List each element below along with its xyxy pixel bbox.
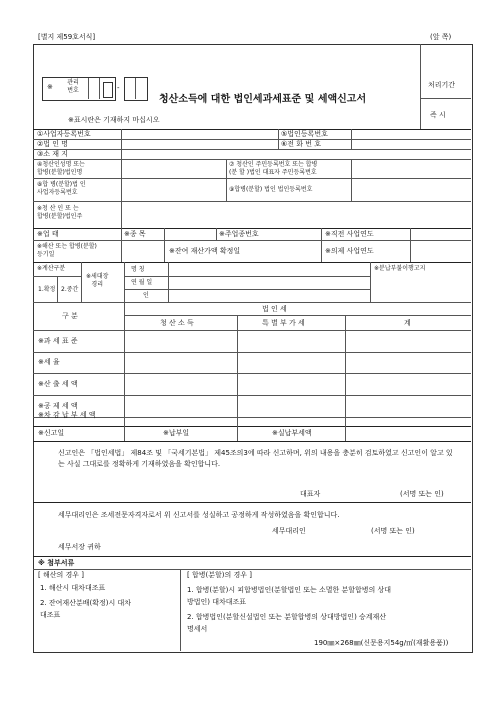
- main-business-code-label: ※주업종번호: [219, 230, 259, 238]
- fiscal-year-label: ※의제 사업연도: [325, 247, 374, 255]
- proxy-name-label: 명 칭: [131, 266, 145, 273]
- declaration-text: 신고인은 「법인세법」 제84조 및 「국세기본법」 제45조의3에 따라 신고하며, 위의 내용을 충분히 검토하였고 신고인이 알고 있는 사실 그대로를 정확하게 기재하였음을 확인합니다.: [58, 449, 453, 468]
- prior-business-year-label: ※직전 사업연도: [325, 230, 374, 238]
- attachment-dissolution-2: 2. 잔여재산분배(확정)시 대차 대조표: [40, 599, 131, 619]
- business-type-label: ※업 태: [37, 230, 59, 238]
- representative-label: 대표자: [300, 490, 321, 498]
- business-item-label: ※종 목: [124, 230, 146, 238]
- proxy-label: ※세대장 경리: [86, 273, 109, 288]
- liquidator-address-label: ※청 산 인 또 는 합병(분할)법인주: [37, 205, 83, 220]
- col-liquidation-income: 청 산 소 득: [160, 319, 194, 327]
- admin-number-box-2: [124, 77, 148, 101]
- attachments-merger-header: [ 합병(분할)의 경우 ]: [187, 571, 252, 579]
- filing-date-label: ※신고일: [38, 429, 65, 437]
- row-deducted-tax: ※공 제 세 액: [38, 402, 78, 410]
- recipient-label: 세무서장 귀하: [58, 543, 101, 551]
- tax-agent-label: 세무대리인: [272, 527, 306, 535]
- attachments-title: ※ 첨부서류: [38, 559, 75, 567]
- actual-payment-label: ※실납부세액: [272, 429, 312, 437]
- row-tax-rate: ※세 율: [38, 358, 60, 366]
- calc-type-final: 1.확정: [38, 286, 56, 293]
- payment-date-label: ※납부일: [163, 429, 190, 437]
- attachments-dissolution-header: [ 해산의 경우 ]: [38, 571, 84, 579]
- phone-label: ⑥전 화 번 호: [281, 140, 321, 148]
- col-corp-tax: 법 인 세: [262, 305, 287, 313]
- instruction: ※표시란은 기재하지 마십시오: [68, 116, 160, 124]
- processing-period-label: 처리기간: [428, 81, 456, 89]
- calc-type-interim: 2.중간: [61, 286, 79, 293]
- merger-business-reg-label: ⑧합 병(분할)법 인 사업자등록번호: [37, 181, 86, 196]
- merger-corp-reg-label: ⑨합병(분할) 법인 법인등록번호: [229, 186, 313, 193]
- liquidator-name-label: ④청산인성명 또는 합병(분할)법인명: [37, 161, 85, 176]
- paper-spec: 190㎜×268㎜(신문용지54g/㎡(재활용품)): [314, 639, 449, 647]
- col-category: 구 분: [62, 312, 78, 320]
- col-total: 계: [404, 319, 411, 327]
- tax-agent-seal: (서명 또는 인): [371, 527, 415, 535]
- business-reg-no-label: ①사업자등록번호: [37, 130, 91, 138]
- row-calculated-tax: ※산 출 세 액: [38, 380, 78, 388]
- page-label: (앞 쪽): [430, 33, 452, 41]
- liquidator-id-label: ⑦ 청산인 주민등록번호 또는 합병 (분 할 )법인 대표자 주민등록번호: [229, 161, 318, 176]
- row-tax-base: ※과 세 표 준: [38, 337, 78, 345]
- corp-reg-no-label: ⑤법인등록번호: [281, 130, 328, 138]
- col-special-surtax: 특 별 부 가 세: [262, 319, 305, 327]
- tax-agent-text: 세무대리인은 조세전문자격자로서 위 신고서를 성실하고 공정하게 작성하였음을 확인합니다.: [58, 511, 340, 519]
- attachment-dissolution-1: 1. 해산시 대차대조표: [40, 584, 106, 592]
- installment-label: ※분납부불이행고지: [374, 265, 426, 272]
- proxy-seal-label: 인: [143, 292, 149, 299]
- form-title: 청산소득에 대한 법인세과세표준 및 세액신고서: [159, 94, 367, 105]
- attachment-merger-1: 1. 합병(분할)시 피합병법인(분할법인 또는 소멸한 분할합병의 상대 방법인) 대차대조표: [187, 586, 392, 606]
- form-number: [별지 제59호서식]: [38, 33, 96, 41]
- dissolution-date-label: ※해산 또는 합병(분할) 등기일: [37, 243, 97, 258]
- corp-name-label: ②법 인 명: [37, 140, 69, 148]
- attachment-merger-2: 2. 합병법인(분할신설법인 또는 분할합병의 상대방법인) 승계재산 명세서: [187, 613, 387, 633]
- admin-mark: ※: [47, 83, 53, 91]
- calc-type-label: ※계산구분: [37, 265, 66, 272]
- representative-seal: (서명 또는 인): [400, 490, 444, 498]
- residual-property-date-label: ※잔여 재산가액 확정일: [169, 247, 241, 255]
- proxy-date-label: 연 월 일: [131, 279, 153, 286]
- row-net-tax: ※차 감 납 부 세 액: [38, 411, 96, 419]
- admin-number-label: 관리 번호: [67, 79, 79, 94]
- admin-dash: -: [117, 84, 120, 92]
- address-label: ③소 재 지: [37, 150, 69, 158]
- form-frame: [33, 44, 473, 653]
- processing-period-value: 즉 시: [430, 111, 446, 119]
